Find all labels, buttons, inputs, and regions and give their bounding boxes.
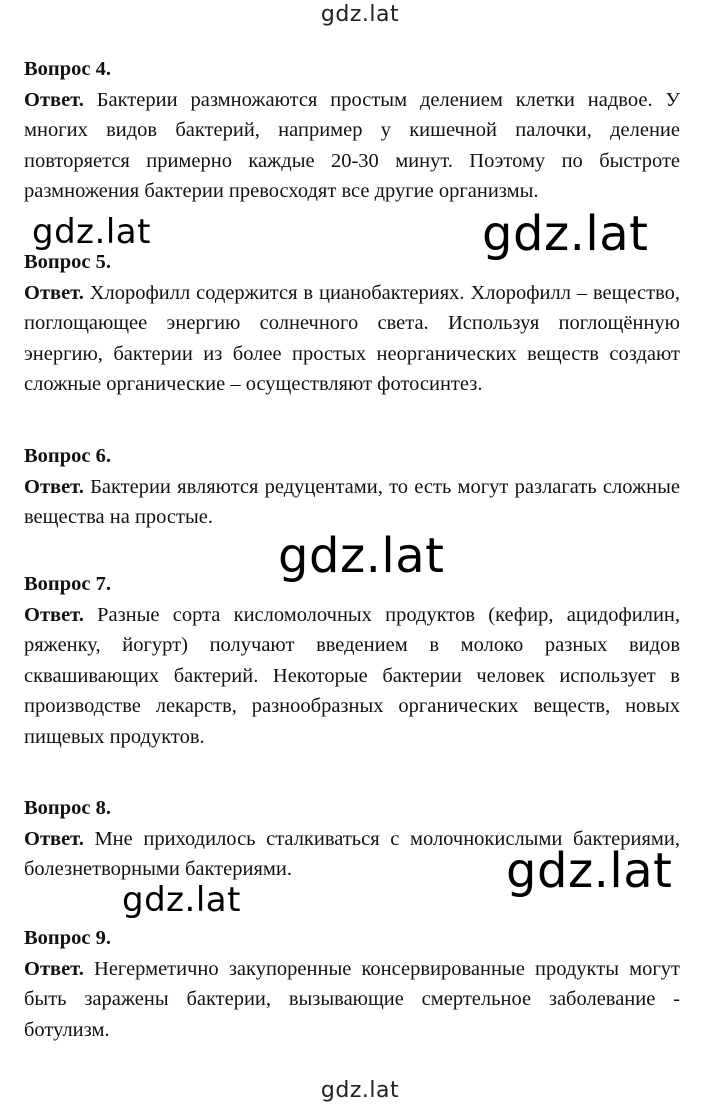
answer-body: Негерметично закупоренные консервированные продукты могут быть заражены бактерии, вызывающие смертельное заболевание - ботулизм. [24,957,680,1041]
answer-label: Ответ. [24,88,84,111]
answer-label: Ответ. [24,957,84,980]
watermark: gdz.lat [278,528,445,584]
question-title: Вопрос 8. [24,797,111,819]
answer-body: Мне приходилось сталкиваться с молочнокислыми бактериями, болезнетворными бактериями. [24,827,680,880]
question-title: Вопрос 7. [24,573,111,595]
answer-body: Разные сорта кисломолочных продуктов (кефир, ацидофилин, ряженку, йогурт) получают введением в молоко разных видов сквашивающих бактерий. Некоторые бактерии человек использует в производстве лекарств, разнообразных органических веществ, новых пищевых продуктов. [24,603,681,748]
answer-text [24,278,680,400]
question-title: Вопрос 5. [24,251,111,273]
answer-body: Хлорофилл содержится в цианобактериях. Хлорофилл – вещество, поглощающее энергию солнечного света. Используя поглощённую энергию, бактерии из более простых неорганических веществ создают сложные органические – осуществляют фотосинтез. [24,281,680,395]
question-block-5 [24,247,680,400]
watermark: gdz.lat [122,880,241,920]
answer-label: Ответ. [24,281,84,304]
answer-label: Ответ. [24,827,84,850]
question-block-7 [24,569,680,752]
answer-text [24,600,680,753]
question-title: Вопрос 4. [24,58,111,80]
answer-label: Ответ. [24,475,84,498]
answer-text [24,954,680,1046]
site-header: gdz.lat [320,2,400,27]
answer-text [24,472,680,533]
answer-body: Бактерии являются редуцентами, то есть могут разлагать сложные вещества на простые. [24,475,680,528]
question-title: Вопрос 6. [24,445,111,467]
answer-label: Ответ. [24,603,84,626]
answer-body: Бактерии размножаются простым делением клетки надвое. У многих видов бактерий, например у кишечной палочки, деление повторяется примерно каждые 20-30 минут. Поэтому по быстроте размножения бактерии превосходят все другие организмы. [24,88,680,202]
question-block-4 [24,54,680,207]
question-block-9 [24,923,680,1045]
watermark: gdz.lat [506,843,673,899]
site-footer: gdz.lat [320,1078,400,1103]
answer-text [24,85,680,207]
watermark: gdz.lat [32,212,151,252]
watermark: gdz.lat [482,206,649,262]
question-title: Вопрос 9. [24,927,111,949]
question-block-6 [24,441,680,533]
